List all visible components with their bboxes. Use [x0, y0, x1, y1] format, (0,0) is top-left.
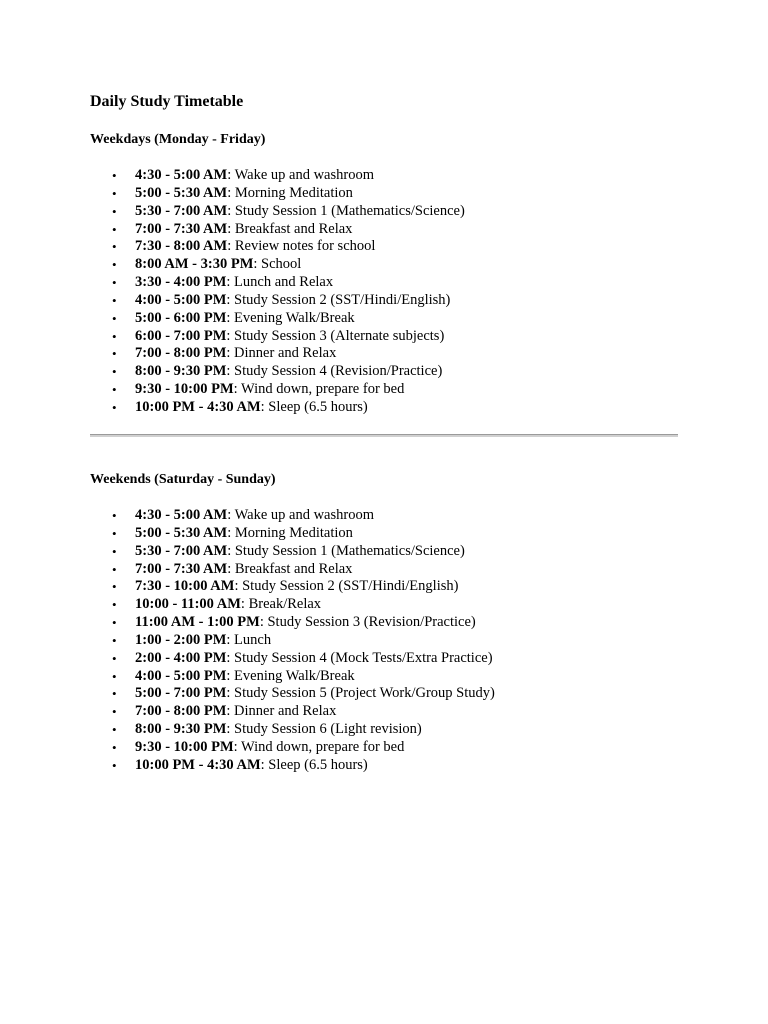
schedule-item	[90, 292, 465, 310]
bullet-icon: •	[112, 203, 117, 219]
bullet-icon: •	[112, 704, 117, 720]
schedule-time: 5:00 - 7:00 PM	[135, 685, 227, 702]
schedule-activity: : Study Session 2 (SST/Hindi/English)	[226, 291, 451, 308]
bullet-icon: •	[112, 239, 117, 255]
schedule-activity: : School	[253, 256, 302, 273]
section-divider	[90, 434, 678, 437]
schedule-activity: : Breakfast and Relax	[227, 560, 353, 577]
bullet-icon: •	[112, 275, 117, 291]
schedule-item	[90, 721, 495, 739]
schedule-time: 7:00 - 7:30 AM	[135, 560, 228, 577]
schedule-time: 10:00 - 11:00 AM	[135, 596, 241, 613]
bullet-icon: •	[112, 525, 117, 541]
schedule-activity: : Wake up and washroom	[227, 167, 374, 183]
schedule-time: 8:00 AM - 3:30 PM	[135, 256, 254, 273]
schedule-item	[90, 578, 495, 596]
schedule-time: 9:30 - 10:00 PM	[135, 738, 234, 755]
schedule-time: 5:30 - 7:00 AM	[135, 542, 228, 559]
bullet-icon: •	[112, 328, 117, 344]
schedule-time: 8:00 - 9:30 PM	[135, 721, 227, 738]
schedule-time: 7:30 - 10:00 AM	[135, 578, 235, 595]
bullet-icon: •	[112, 739, 117, 755]
bullet-icon: •	[112, 686, 117, 702]
schedule-activity: : Dinner and Relax	[226, 345, 337, 362]
schedule-item	[90, 274, 465, 292]
bullet-icon: •	[112, 543, 117, 559]
schedule-activity: : Study Session 2 (SST/Hindi/English)	[234, 578, 459, 595]
bullet-icon: •	[112, 346, 117, 362]
bullet-icon: •	[112, 257, 117, 273]
schedule-item	[90, 310, 465, 328]
bullet-icon: •	[112, 722, 117, 738]
schedule-time: 5:00 - 5:30 AM	[135, 524, 228, 541]
weekends-schedule-list	[90, 507, 495, 775]
bullet-icon: •	[112, 185, 117, 201]
schedule-item	[90, 739, 495, 757]
bullet-icon: •	[112, 382, 117, 398]
schedule-activity: : Dinner and Relax	[226, 703, 337, 720]
schedule-item	[90, 757, 495, 775]
bullet-icon: •	[112, 615, 117, 631]
bullet-icon: •	[112, 668, 117, 684]
bullet-icon: •	[112, 597, 117, 613]
schedule-activity: : Morning Meditation	[227, 524, 353, 541]
schedule-time: 10:00 PM - 4:30 AM	[135, 398, 261, 415]
schedule-item	[90, 167, 465, 185]
bullet-icon: •	[112, 757, 117, 773]
schedule-activity: : Review notes for school	[227, 238, 376, 255]
schedule-item	[90, 650, 495, 668]
weekdays-schedule-list	[90, 167, 465, 417]
page-title: Daily Study Timetable	[90, 93, 244, 110]
bullet-icon: •	[112, 632, 117, 648]
schedule-time: 4:30 - 5:00 AM	[135, 507, 228, 523]
schedule-item	[90, 363, 465, 381]
weekdays-heading: Weekdays (Monday - Friday)	[90, 132, 266, 147]
schedule-activity: : Lunch	[226, 631, 272, 648]
schedule-item	[90, 238, 465, 256]
schedule-item	[90, 561, 495, 579]
schedule-item	[90, 203, 465, 221]
bullet-icon: •	[112, 650, 117, 666]
schedule-item	[90, 256, 465, 274]
schedule-time: 7:00 - 7:30 AM	[135, 220, 228, 237]
schedule-item	[90, 596, 495, 614]
schedule-time: 4:00 - 5:00 PM	[135, 667, 227, 684]
bullet-icon: •	[112, 168, 117, 183]
bullet-icon: •	[112, 221, 117, 237]
schedule-item	[90, 221, 465, 239]
schedule-time: 5:30 - 7:00 AM	[135, 202, 228, 219]
schedule-activity: : Study Session 5 (Project Work/Group Study)	[226, 685, 495, 702]
bullet-icon: •	[112, 561, 117, 577]
schedule-item	[90, 328, 465, 346]
schedule-time: 6:00 - 7:00 PM	[135, 327, 227, 344]
schedule-item	[90, 685, 495, 703]
schedule-item	[90, 668, 495, 686]
schedule-time: 3:30 - 4:00 PM	[135, 274, 227, 291]
schedule-time: 11:00 AM - 1:00 PM	[135, 614, 260, 631]
schedule-activity: : Wake up and washroom	[227, 507, 374, 523]
schedule-item	[90, 525, 495, 543]
schedule-time: 5:00 - 5:30 AM	[135, 184, 228, 201]
schedule-item	[90, 632, 495, 650]
schedule-activity: : Wind down, prepare for bed	[233, 738, 405, 755]
schedule-activity: : Study Session 4 (Revision/Practice)	[226, 363, 443, 380]
weekends-heading: Weekends (Saturday - Sunday)	[90, 472, 276, 487]
schedule-activity: : Breakfast and Relax	[227, 220, 353, 237]
schedule-activity: : Evening Walk/Break	[226, 309, 355, 326]
schedule-activity: : Lunch and Relax	[226, 274, 334, 291]
schedule-time: 7:00 - 8:00 PM	[135, 703, 227, 720]
schedule-activity: : Study Session 6 (Light revision)	[226, 721, 422, 738]
schedule-time: 5:00 - 6:00 PM	[135, 309, 227, 326]
bullet-icon: •	[112, 399, 117, 415]
schedule-item	[90, 185, 465, 203]
bullet-icon: •	[112, 364, 117, 380]
schedule-item	[90, 614, 495, 632]
schedule-time: 9:30 - 10:00 PM	[135, 381, 234, 398]
schedule-activity: : Study Session 1 (Mathematics/Science)	[227, 202, 465, 219]
schedule-item	[90, 345, 465, 363]
schedule-time: 4:30 - 5:00 AM	[135, 167, 228, 183]
schedule-time: 10:00 PM - 4:30 AM	[135, 756, 261, 773]
schedule-item	[90, 543, 495, 561]
schedule-activity: : Wind down, prepare for bed	[233, 381, 405, 398]
schedule-activity: : Sleep (6.5 hours)	[260, 756, 368, 773]
schedule-item	[90, 507, 495, 525]
schedule-activity: : Evening Walk/Break	[226, 667, 355, 684]
bullet-icon: •	[112, 310, 117, 326]
schedule-activity: : Study Session 3 (Revision/Practice)	[259, 614, 476, 631]
schedule-time: 2:00 - 4:00 PM	[135, 649, 227, 666]
bullet-icon: •	[112, 579, 117, 595]
schedule-item	[90, 399, 465, 417]
schedule-item	[90, 703, 495, 721]
schedule-time: 7:30 - 8:00 AM	[135, 238, 228, 255]
schedule-activity: : Study Session 3 (Alternate subjects)	[226, 327, 445, 344]
schedule-time: 7:00 - 8:00 PM	[135, 345, 227, 362]
schedule-item	[90, 381, 465, 399]
schedule-activity: : Morning Meditation	[227, 184, 353, 201]
schedule-time: 1:00 - 2:00 PM	[135, 631, 227, 648]
schedule-activity: : Sleep (6.5 hours)	[260, 398, 368, 415]
bullet-icon: •	[112, 508, 117, 523]
schedule-activity: : Study Session 1 (Mathematics/Science)	[227, 542, 465, 559]
schedule-time: 8:00 - 9:30 PM	[135, 363, 227, 380]
schedule-activity: : Break/Relax	[240, 596, 322, 613]
schedule-time: 4:00 - 5:00 PM	[135, 291, 227, 308]
bullet-icon: •	[112, 292, 117, 308]
schedule-activity: : Study Session 4 (Mock Tests/Extra Practice)	[226, 649, 493, 666]
